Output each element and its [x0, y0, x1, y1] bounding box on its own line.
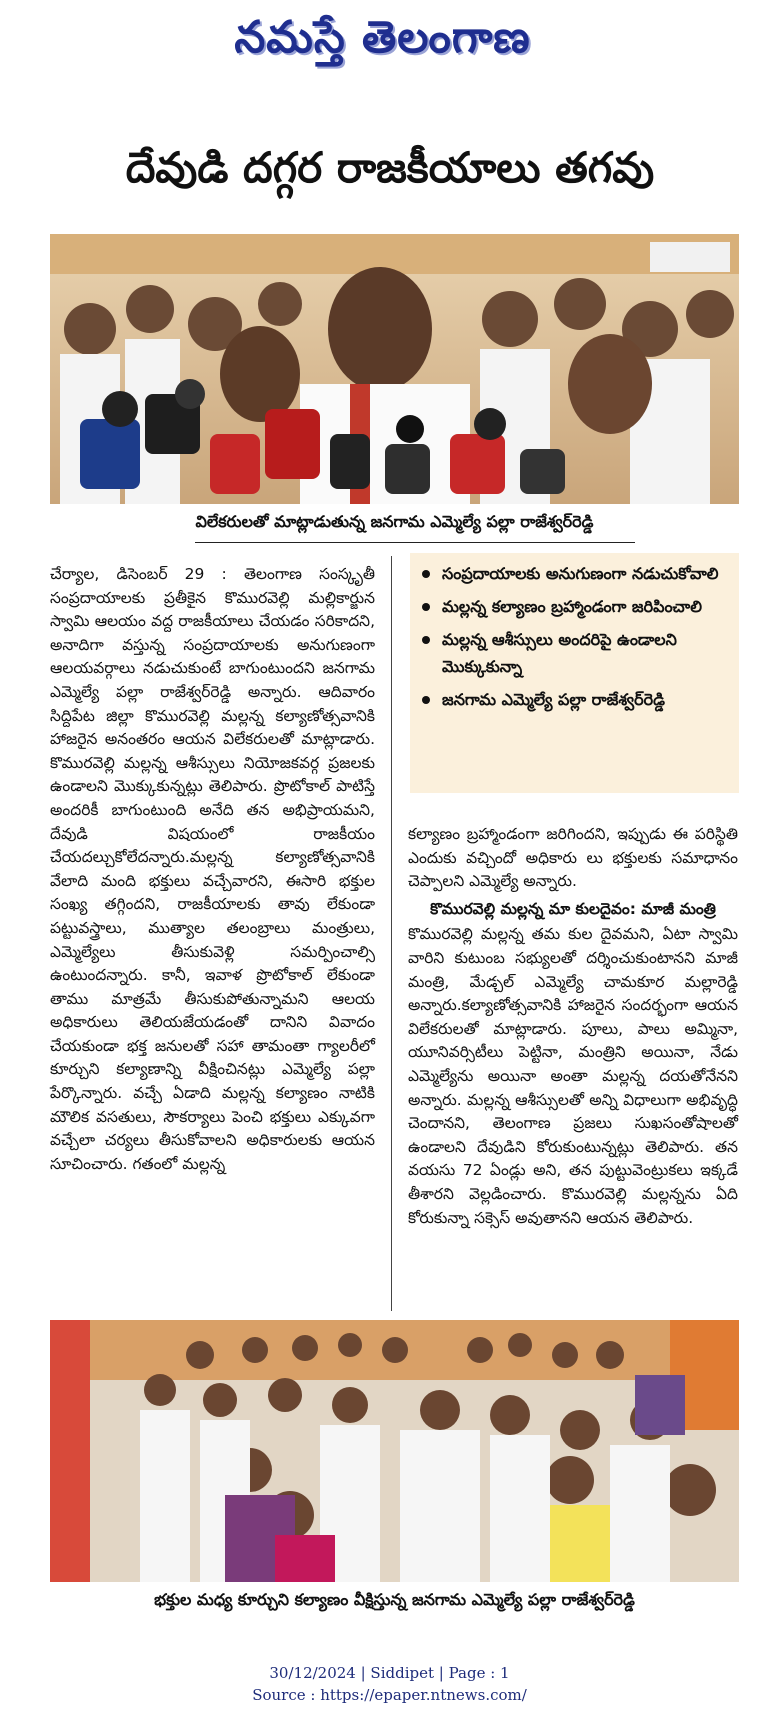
article-headline: దేవుడి దగ్గర రాజకీయాలు తగవు	[125, 143, 655, 192]
highlight-item	[418, 593, 733, 620]
highlight-item	[418, 686, 733, 713]
highlight-item	[418, 560, 733, 587]
highlight-text: సంప్రదాయాలకు అనుగుణంగా నడుచుకోవాలి	[442, 564, 719, 583]
article-body-right-bottom: కొమురవెల్లి మల్లన్న తమ కుల దైవమని, ఏటా స్వామి వారిని కుటుంబ సభ్యులతో దర్శించుకుంటానని మాజీ మంత్రి, మేడ్చల్ ఎమ్మెల్యే చామకూర మల్లారెడ్డి అన్నారు.కల్యాణోత్సవానికి హాజరైన సందర్భంగా ఆయన విలేకరులతో మాట్లాడారు. పూలు, పాలు అమ్మినా, యూనివర్సిటీలు పెట్టినా, మంత్రిని అయినా, నేడు ఎమ్మెల్యేను అయినా అంతా మల్లన్న దయతోనేనని అన్నారు. మల్లన్న ఆశీస్సులతో అన్ని విధాలుగా అభివృద్ధి చెందానని, తెలంగాణ ప్రజలు సుఖసంతోషాలతో ఉండాలని దేవుడిని కోరుకుంటున్నట్లు తెలిపారు. తన వయసు 72 ఏండ్లు అని, తన పుట్టువెంట్రుకలు ఇక్కడే తీశారని వెల్లడించారు. కొమురవెల్లి మల్లన్నను ఏది కోరుకున్నా సక్సెస్ అవుతానని ఆయన తెలిపారు.	[408, 925, 738, 1227]
article-body-right	[408, 823, 738, 1230]
bullet-icon	[422, 636, 430, 644]
press-meet-photo-image	[50, 234, 739, 504]
bullet-icon	[422, 603, 430, 611]
caption-underline	[195, 542, 635, 543]
footer-source: Source : https://epaper.ntnews.com/	[252, 1686, 527, 1704]
article-subheading: కొమురవెల్లి మల్లన్న మా కులదైవం: మాజీ మంత్రి	[430, 899, 716, 918]
article-body-right-top: కల్యాణం బ్రహ్మాండంగా జరిగిందని, ఇప్పుడు ఈ పరిస్థితి ఎందుకు వచ్చిందో అధికారు లు భక్తులకు సమాధానం చెప్పాలని ఎమ్మెల్యే అన్నారు.	[408, 825, 738, 891]
column-divider	[391, 556, 392, 1311]
bullet-icon	[422, 696, 430, 704]
newspaper-logo: నమస్తే తెలంగాణ	[234, 12, 531, 63]
highlight-text: మల్లన్న కల్యాణం బ్రహ్మాండంగా జరిపించాలి	[442, 597, 702, 616]
highlight-item	[418, 626, 733, 680]
devotees-photo	[50, 1320, 739, 1582]
press-meet-photo	[50, 234, 739, 504]
highlights-list	[418, 560, 733, 719]
footer-date-page: 30/12/2024 | Siddipet | Page : 1	[269, 1664, 510, 1682]
devotees-caption: భక్తుల మధ్య కూర్చుని కల్యాణం వీక్షిస్తున్న జనగామ ఎమ్మెల్యే పల్లా రాజేశ్వర్‌రెడ్డి	[154, 1590, 635, 1609]
highlight-text: మల్లన్న ఆశీస్సులు అందరిపై ఉండాలని మొక్కుకున్నా	[442, 630, 677, 676]
highlight-text: జనగామ ఎమ్మెల్యే పల్లా రాజేశ్వర్‌రెడ్డి	[442, 690, 665, 709]
devotees-photo-image	[50, 1320, 739, 1582]
article-body-left: చేర్యాల, డిసెంబర్ 29 : తెలంగాణ సంస్కృతీ సంప్రదాయాలకు ప్రతీకైన కొమురవెల్లి మల్లికార్జున స్వామి ఆలయం వద్ద రాజకీయాలు చేయడం సరికాదని, అనాదిగా వస్తున్న సంప్రదాయాలకు అనుగుణంగా ఆలయవర్గాలు నడుచుకుంటే బాగుంటుందని జనగామ ఎమ్మెల్యే పల్లా రాజేశ్వర్‌రెడ్డి అన్నారు. ఆదివారం సిద్దిపేట జిల్లా కొమురవెల్లి మల్లన్న కల్యాణోత్సవానికి హాజరైన అనంతరం ఆయన విలేకరులతో మాట్లాడారు. కొమురవెల్లి మల్లన్న ఆశీస్సులు నియోజకవర్గ ప్రజలకు ఉండాలని మొక్కుకున్నట్లు తెలిపారు. ప్రొటోకాల్ పాటిస్తే అందరికీ బాగుంటుంది అనేది తన అభిప్రాయమని, దేవుడి విషయంలో రాజకీయం చేయదల్చుకోలేదన్నారు.మల్లన్న కల్యాణోత్సవానికి వేలాది మంది భక్తులు వచ్చేవారని, ఈసారి భక్తుల సంఖ్య తగ్గిందని, రాజకీయాలకు తావు లేకుండా పట్టువస్త్రాలు, ముత్యాల తలంబ్రాలు మంత్రులు, ఎమ్మెల్యేలు తీసుకువెళ్లి సమర్పించాల్సి ఉంటుందన్నారు. కానీ, ఇవాళ ప్రొటోకాల్ లేకుండా తాము మాత్రమే తీసుకుపోతున్నామని ఆలయ అధికారులు తెలియజేయడంతో దానిని వివాదం చేయకుండా భక్త జనులతో సహా తామంతా గ్యాలరీలో కూర్చుని కల్యాణాన్ని వీక్షించినట్లు ఎమ్మెల్యే పల్లా పేర్కొన్నారు. వచ్చే ఏడాది మల్లన్న కల్యాణం నాటికి మౌలిక వసతులు, సౌకర్యాలు పెంచి భక్తులు ఎక్కువగా వచ్చేలా చర్యలు తీసుకోవాలని అధికారులకు ఆయన సూచించారు. గతంలో మల్లన్న	[50, 565, 375, 1173]
bullet-icon	[422, 570, 430, 578]
press-meet-caption: విలేకరులతో మాట్లాడుతున్న జనగామ ఎమ్మెల్యే పల్లా రాజేశ్వర్‌రెడ్డి	[195, 512, 594, 531]
masthead	[0, 0, 779, 80]
